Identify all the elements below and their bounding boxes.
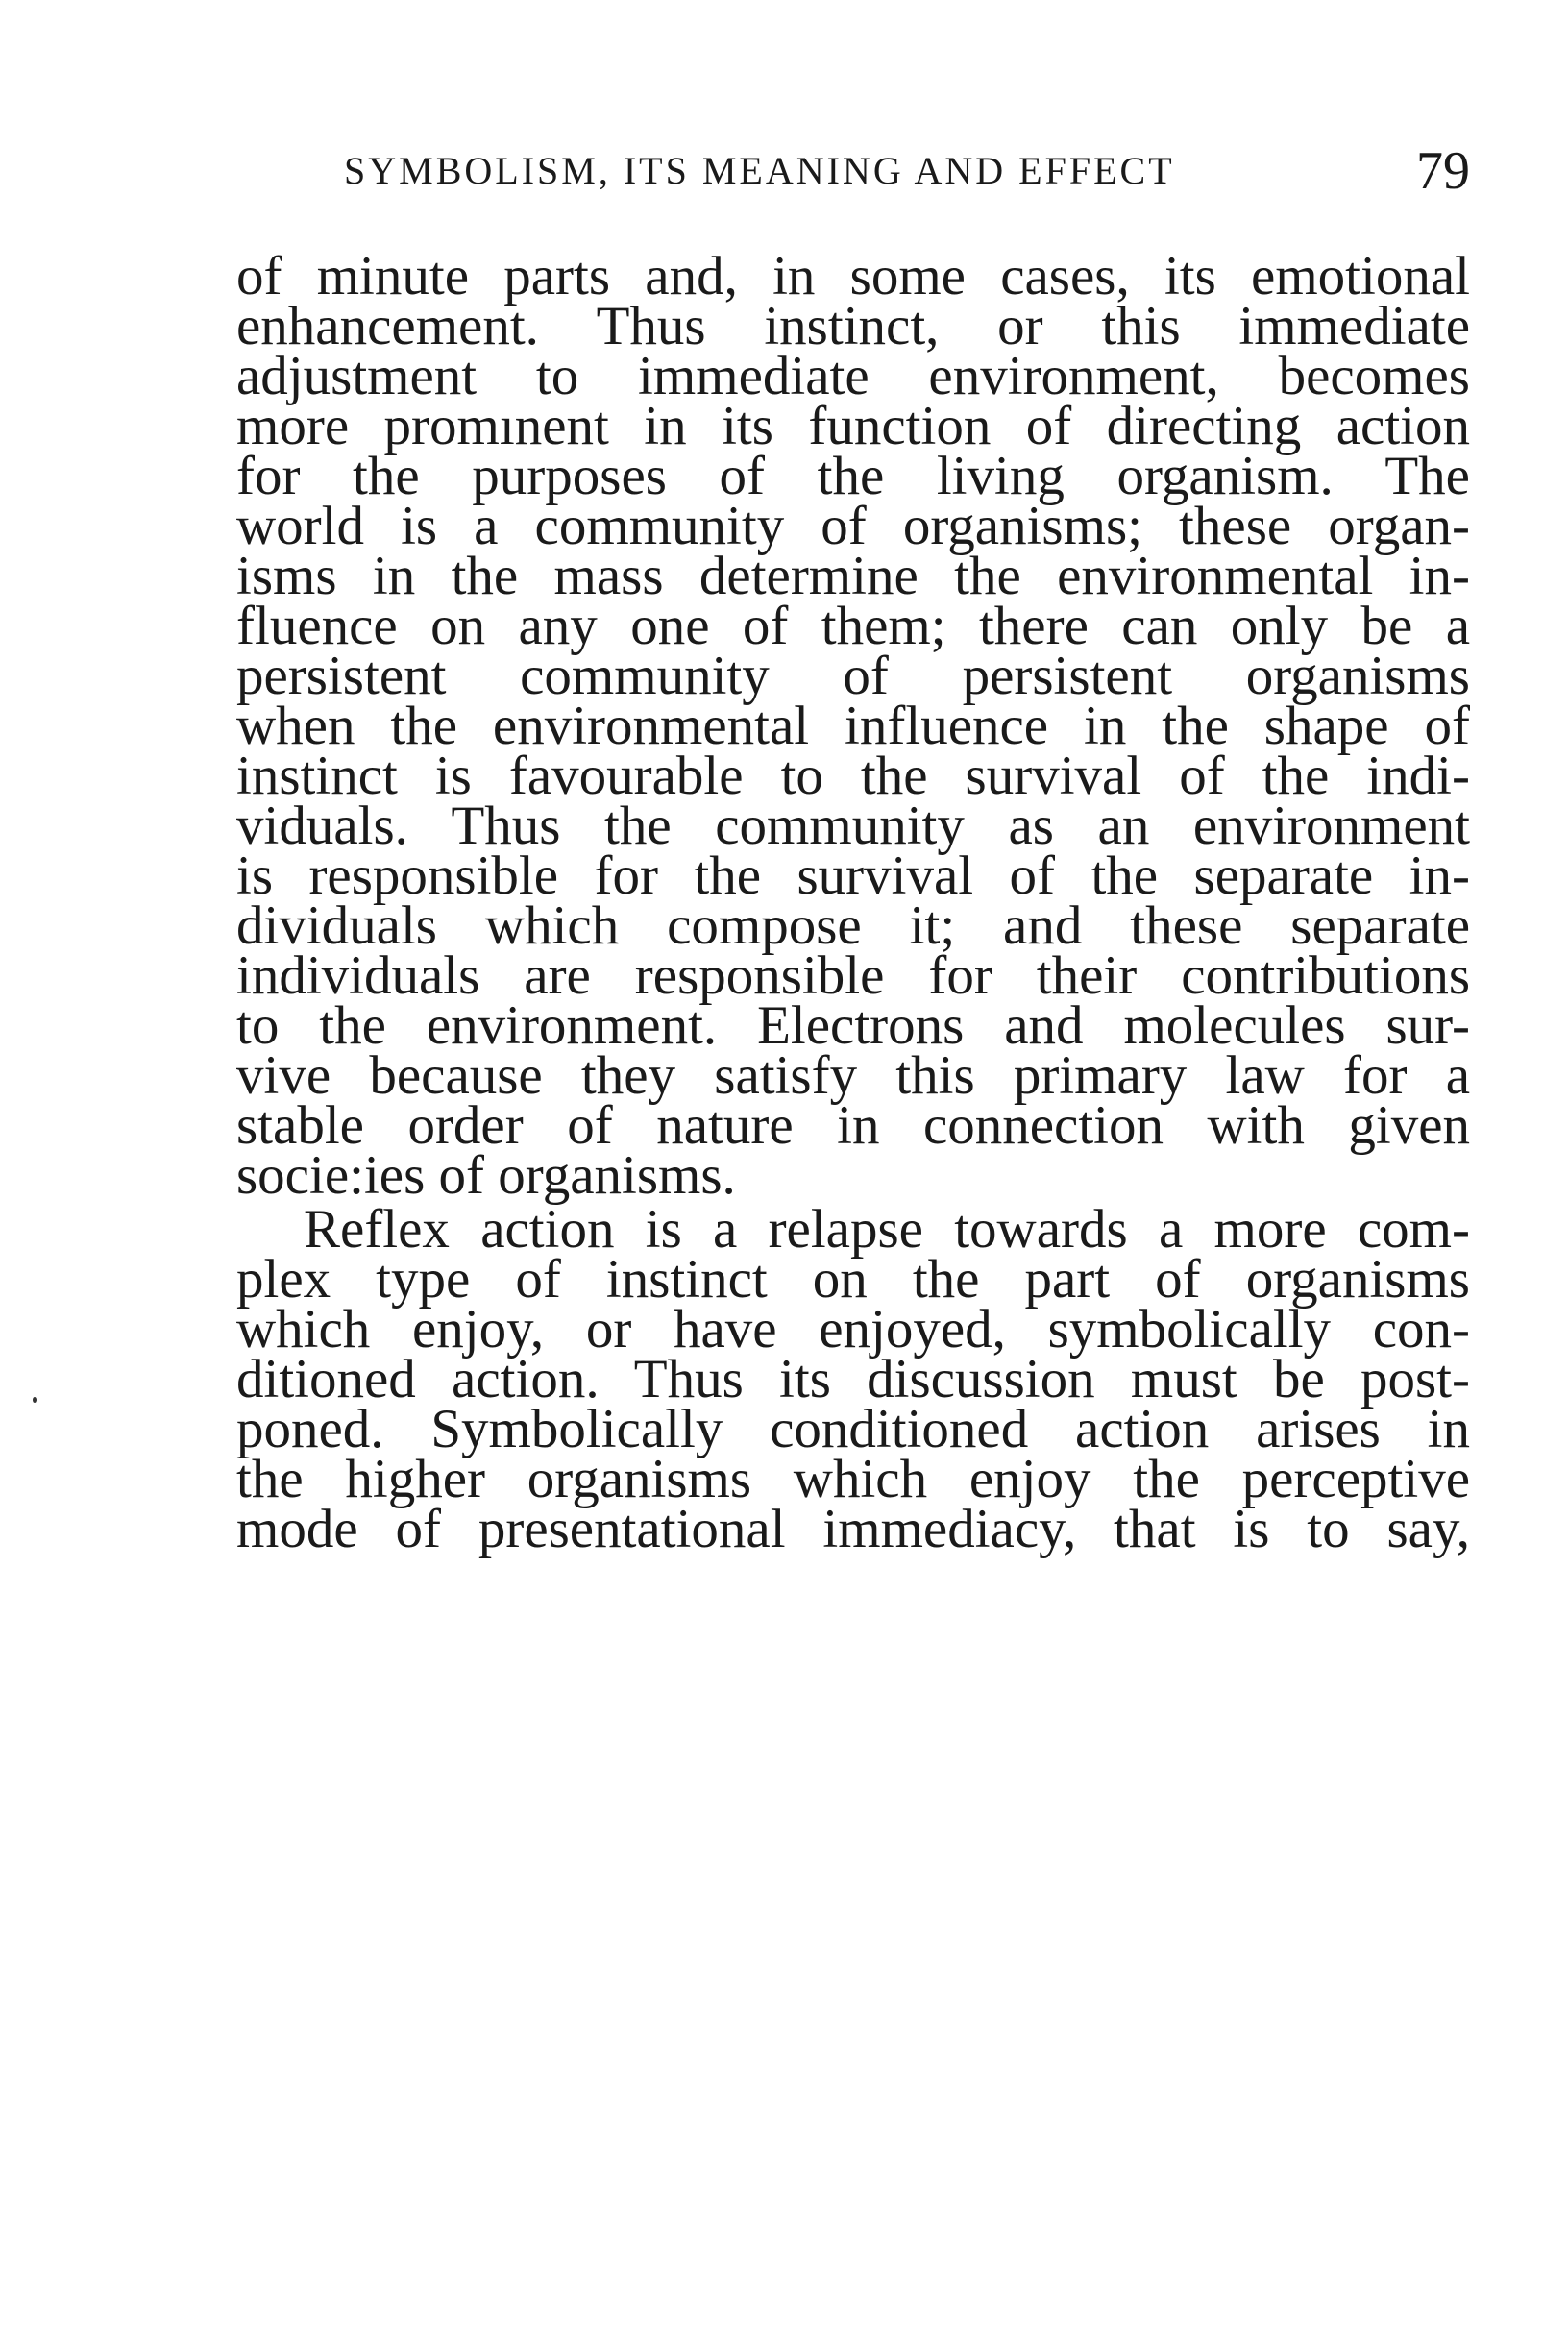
- text-line: the higher organisms which enjoy the perceptive: [236, 1449, 1470, 1509]
- text-line: is responsible for the survival of the separate in-: [236, 845, 1470, 906]
- text-line: socie:ies of organisms.: [236, 1145, 736, 1206]
- text-line: to the environment. Electrons and molecules sur-: [236, 995, 1470, 1056]
- text-line: dividuals which compose it; and these separate: [236, 895, 1470, 956]
- text-line: adjustment to immediate environment, becomes: [236, 346, 1470, 406]
- text-line: when the environmental influence in the shape of: [236, 696, 1470, 756]
- text-line: isms in the mass determine the environmental in-: [236, 546, 1470, 606]
- text-line: mode of presentational immediacy, that is to say,: [236, 1499, 1470, 1559]
- text-line: Reflex action is a relapse towards a more com-: [304, 1199, 1470, 1260]
- text-line: for the purposes of the living organism. The: [236, 446, 1470, 506]
- text-line: viduals. Thus the community as an environment: [236, 796, 1470, 856]
- running-title: SYMBOLISM, ITS MEANING AND EFFECT: [344, 149, 1175, 192]
- text-line: of minute parts and, in some cases, its emotional: [236, 246, 1470, 306]
- text-line: individuals are responsible for their contributions: [236, 945, 1470, 1006]
- text-line: instinct is favourable to the survival of the indi-: [236, 746, 1470, 806]
- text-line: stable order of nature in connection with given: [236, 1095, 1470, 1156]
- text-line: poned. Symbolically conditioned action arises in: [236, 1399, 1470, 1459]
- text-line: persistent community of persistent organisms: [236, 646, 1470, 706]
- text-line: ditioned action. Thus its discussion must be post-: [236, 1349, 1470, 1409]
- scan-speck: [33, 1397, 37, 1403]
- text-line: vive because they satisfy this primary law for a: [236, 1045, 1470, 1106]
- text-line: enhancement. Thus instinct, or this immediate: [236, 296, 1470, 356]
- text-line: world is a community of organisms; these organ-: [236, 496, 1470, 556]
- text-line: fluence on any one of them; there can only be a: [236, 596, 1470, 656]
- running-head: [344, 142, 1470, 200]
- page-number: 79: [1416, 141, 1470, 201]
- text-line: which enjoy, or have enjoyed, symbolically con-: [236, 1299, 1470, 1360]
- text-line: more promınent in its function of directing action: [236, 396, 1470, 456]
- text-line: plex type of instinct on the part of organisms: [236, 1249, 1470, 1310]
